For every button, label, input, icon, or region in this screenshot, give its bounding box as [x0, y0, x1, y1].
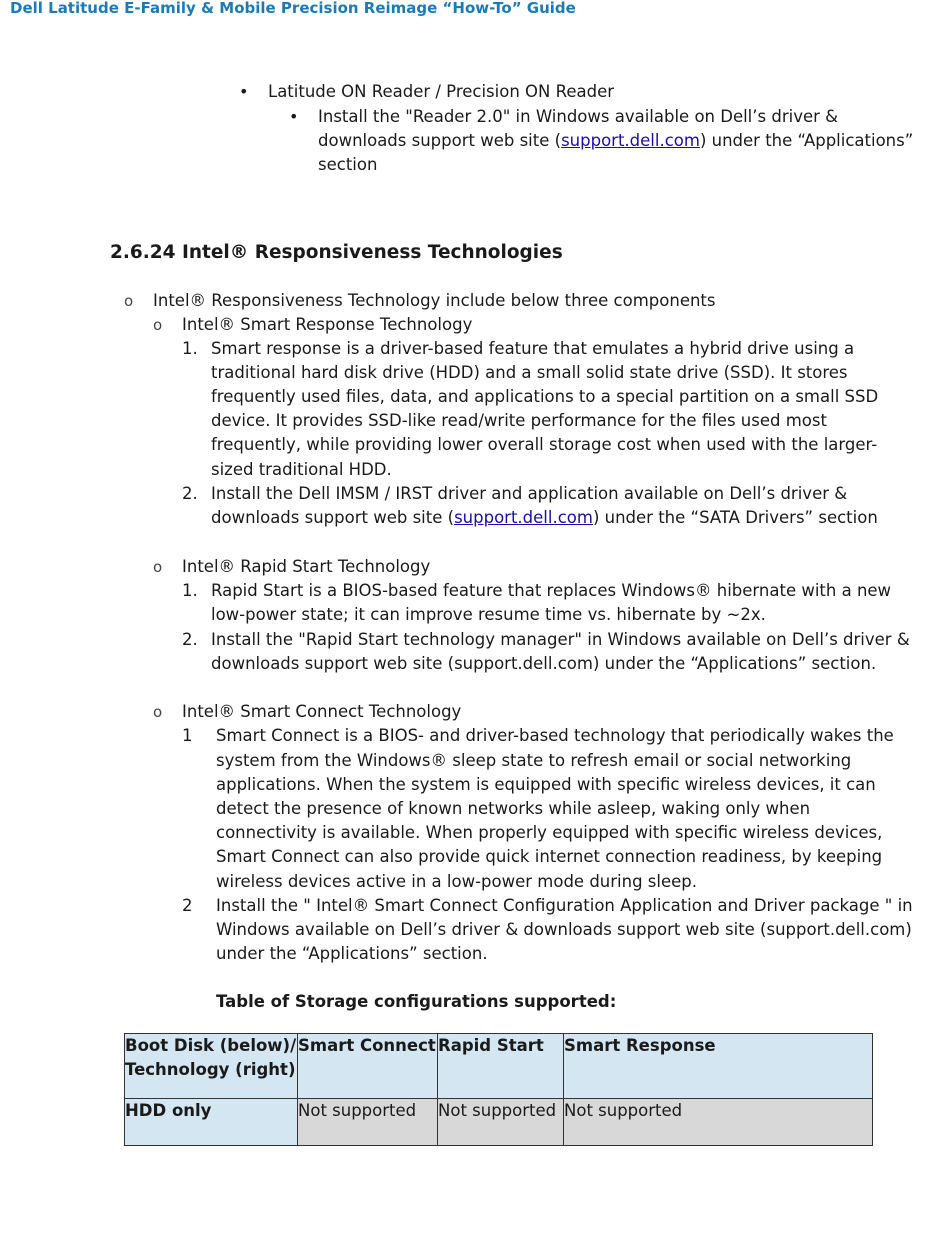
smart-connect-item1-line: detect the presence of known networks while asleep, waking only when: [216, 799, 811, 818]
smart-response-item1-line: frequently, while providing lower overall storage cost when used with the larger-: [211, 435, 878, 454]
table-row-label: HDD only: [125, 1099, 298, 1146]
smart-connect-title: Intel® Smart Connect Technology: [182, 702, 462, 721]
smart-response-item2-text: downloads support web site (: [211, 508, 455, 527]
smart-response-item1-line: Smart response is a driver-based feature that emulates a hybrid drive using a: [211, 339, 855, 358]
list-number: 1: [182, 726, 193, 745]
smart-connect-item2-line: Install the " Intel® Smart Connect Configuration Application and Driver package " in: [216, 896, 913, 915]
rapid-start-title: Intel® Rapid Start Technology: [182, 557, 431, 576]
header-first-line1: Boot Disk (below)/: [125, 1036, 297, 1055]
circle-bullet: o: [153, 703, 163, 721]
support-dell-link[interactable]: support.dell.com: [561, 131, 700, 150]
reader-bullet-label: Latitude ON Reader / Precision ON Reader: [268, 82, 615, 101]
smart-response-item1-line: frequently used files, data, and applications to a special partition on a small SSD: [211, 387, 879, 406]
table-cell: Not supported: [298, 1099, 438, 1146]
smart-connect-item2-line: under the “Applications” section.: [216, 944, 488, 963]
smart-response-item1-line: device. It provides SSD-like read/write performance for the files used most: [211, 411, 827, 430]
rapid-start-item1-line: Rapid Start is a BIOS-based feature that replaces Windows® hibernate with a new: [211, 581, 892, 600]
table-row: [125, 1099, 873, 1146]
smart-connect-item1-line: applications. When the system is equipped with specific wireless devices, it can: [216, 775, 876, 794]
document-header-title: Dell Latitude E-Family & Mobile Precision Reimage “How-To” Guide: [10, 0, 576, 17]
circle-bullet: o: [153, 316, 163, 334]
table-header-cell: Rapid Start: [438, 1034, 564, 1099]
list-number: 1.: [182, 581, 198, 600]
list-number: 2.: [182, 630, 198, 649]
smart-response-title: Intel® Smart Response Technology: [182, 315, 473, 334]
section-intro: Intel® Responsiveness Technology include below three components: [153, 291, 716, 310]
support-dell-link[interactable]: support.dell.com: [454, 508, 593, 527]
table-cell: Not supported: [438, 1099, 564, 1146]
table-header-cell: Smart Connect: [298, 1034, 438, 1099]
smart-response-item2-tail: ) under the “SATA Drivers” section: [592, 508, 878, 527]
table-header-cell: [125, 1034, 298, 1099]
bullet-dot: •: [289, 107, 299, 126]
smart-connect-item1-line: system from the Windows® sleep state to refresh email or social networking: [216, 751, 852, 770]
list-number: 2.: [182, 484, 198, 503]
table-header-row: [125, 1034, 873, 1099]
smart-connect-item1-line: wireless devices active in a low-power mode during sleep.: [216, 872, 697, 891]
reader-sub-line-2: [318, 129, 913, 153]
rapid-start-item2-line: downloads support web site (support.dell.com) under the “Applications” section.: [211, 654, 877, 673]
smart-connect-item1-line: Smart Connect is a BIOS- and driver-based technology that periodically wakes the: [216, 726, 894, 745]
reader-sub-line-1: Install the "Reader 2.0" in Windows available on Dell’s driver &: [318, 107, 839, 126]
circle-bullet: o: [153, 558, 163, 576]
list-number: 2: [182, 896, 193, 915]
rapid-start-item1-line: low-power state; it can improve resume time vs. hibernate by ~2x.: [211, 605, 766, 624]
smart-response-item1-line: sized traditional HDD.: [211, 460, 392, 479]
smart-connect-item1-line: connectivity is available. When properly equipped with specific wireless devices,: [216, 823, 883, 842]
reader-sub-line-2-tail: ) under the “Applications”: [699, 131, 914, 150]
smart-response-item1-line: traditional hard disk drive (HDD) and a small solid state drive (SSD). It stores: [211, 363, 848, 382]
storage-config-table: [124, 1033, 873, 1146]
smart-response-item2-line: Install the Dell IMSM / IRST driver and application available on Dell’s driver &: [211, 484, 848, 503]
list-number: 1.: [182, 339, 198, 358]
section-heading: 2.6.24 Intel® Responsiveness Technologies: [110, 242, 563, 263]
reader-sub-line-2-text: downloads support web site (: [318, 131, 562, 150]
header-first-line2: Technology (right): [125, 1060, 296, 1079]
table-cell: Not supported: [564, 1099, 873, 1146]
rapid-start-item2-line: Install the "Rapid Start technology manager" in Windows available on Dell’s driver &: [211, 630, 910, 649]
circle-bullet: o: [124, 292, 134, 310]
smart-connect-item1-line: Smart Connect can also provide quick internet connection readiness, by keeping: [216, 847, 883, 866]
table-caption: Table of Storage configurations supported:: [216, 992, 617, 1011]
smart-connect-item2-line: Windows available on Dell’s driver & downloads support web site (support.dell.com): [216, 920, 912, 939]
bullet-dot: •: [239, 82, 249, 101]
reader-sub-line-3: section: [318, 155, 378, 174]
smart-response-item2-line: [211, 506, 878, 530]
table-header-cell: Smart Response: [564, 1034, 873, 1099]
